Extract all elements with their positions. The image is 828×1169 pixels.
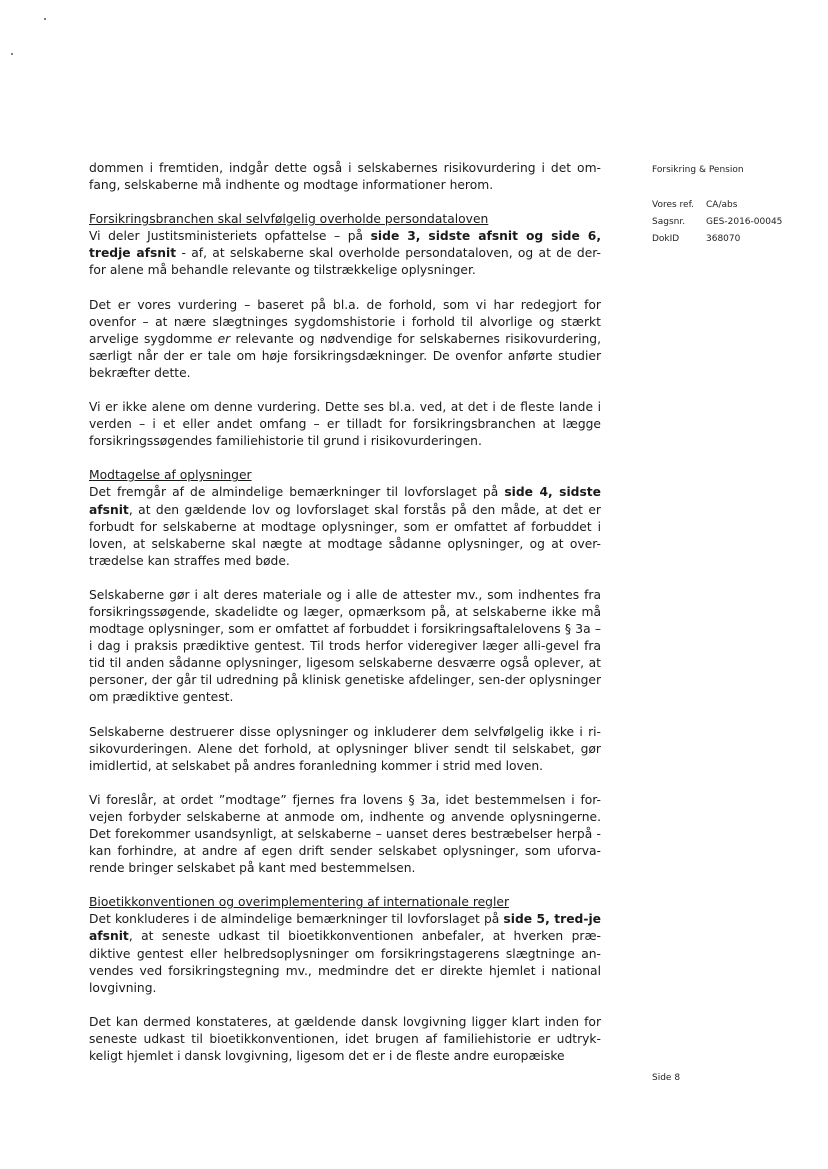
scan-speck — [11, 53, 13, 55]
reference-row — [652, 197, 782, 214]
paragraph: Det er vores vurdering – baseret på bl.a. de forhold, som vi har redegjort for ovenfor – at nære slægtninges sygdomshistorie i forhold til alvorlige og stærkt arvelige sygdomme er relevante og nødvendige for selskabernes risikovurdering, særligt når der er tale om høje forsikringsdækninger. De ovenfor anførte studier bekræfter dette. — [89, 297, 602, 380]
document-id-value: 368070 — [706, 234, 741, 244]
paragraph: Selskaberne gør i alt deres materiale og i alle de attester mv., som indhentes fra forsikringssøgende, skadelidte og læger, opmærksom på, at selskaberne ikke må modtage oplysninger, som er omfattet af forbuddet i forsikringsaftalelovens § 3a – i dag i praksis prædiktive gentest. Til trods herfor videregiver læger alli-gevel fra tid til anden sådanne oplysninger, ligesom selskaberne desværre også oplever, at personer, der går til udredning på klinisk genetiske afdelinger, sen-der oplysninger om prædiktive gentest. — [89, 587, 601, 705]
paragraph: Selskaberne destruerer disse oplysninger og inkluderer dem selvfølgelig ikke i ri-sikovurderingen. Alene det forhold, at oplysninger bliver sendt til selskabet, gør imidlertid, at selskabet på andres foranledning kommer i strid med loven. — [89, 724, 601, 773]
paragraph: Vi deler Justitsministeriets opfattelse – på side 3, sidste afsnit og side 6, tredje afsnit - af, at selskaberne skal overholde persondataloven, og at de der-for alene må behandle relevante og tilstrækkelige oplysninger. — [89, 229, 601, 278]
case-number-value: GES-2016-00045 — [706, 217, 783, 227]
document-id-row — [652, 231, 782, 248]
section-heading: Modtagelse af oplysninger — [89, 468, 252, 483]
page-number: Side 8 — [652, 1073, 681, 1083]
case-number-row — [652, 214, 782, 231]
case-number-label: Sagsnr. — [652, 217, 686, 227]
reference-label: Vores ref. — [652, 200, 694, 210]
letter-sidebar — [652, 162, 782, 248]
paragraph: Vi er ikke alene om denne vurdering. Dette ses bl.a. ved, at det i de fleste lande i verden – i et eller andet omfang – er tilladt for forsikringsbranchen at lægge forsikringssøgendes familiehistorie til grund i risikovurderingen. — [89, 400, 601, 449]
section-heading: Bioetikkonventionen og overimplementering af internationale regler — [89, 895, 510, 910]
scan-speck — [44, 18, 46, 20]
paragraph: Det fremgår af de almindelige bemærkninger til lovforslaget på side 4, sidste afsnit, at den gældende lov og lovforslaget skal forstås på den måde, at det er forbudt for selskaberne at modtage oplysninger, som er omfattet af forbuddet i loven, at selskaberne skal nægte at modtage sådanne oplysninger, og at over-trædelse kan straffes med bøde. — [89, 485, 601, 568]
paragraph: Vi foreslår, at ordet ”modtage” fjernes fra lovens § 3a, idet bestemmelsen i for-vejen forbyder selskaberne at anmode om, indhente og anvende oplysningerne. Det forekommer usandsynligt, at selskaberne – uanset deres bestræbelser herpå - kan forhindre, at andre af egen drift sender selskabet oplysninger, som uforva-rende bringer selskabet på kant med bestemmelsen. — [89, 792, 601, 876]
paragraph: Det kan dermed konstateres, at gældende dansk lovgivning ligger klart inden for seneste udkast til bioetikkonventionen, idet brugen af familiehistorie er udtryk-keligt hjemlet i dansk lovgivning, ligesom det er i de fleste andre europæiske — [89, 1014, 601, 1064]
section-heading: Forsikringsbranchen skal selvfølgelig overholde persondataloven — [89, 212, 489, 227]
letter-body — [89, 160, 601, 1082]
paragraph: Det konkluderes i de almindelige bemærkninger til lovforslaget på side 5, tred-je afsnit, at seneste udkast til bioetikkonventionen anbefaler, at hverken præ-diktive gentest eller helbredsoplysninger om forsikringstagerens slægtninge an-vendes ved forsikringstegning mv., medmindre det er direkte hjemlet i national lovgivning. — [89, 912, 601, 995]
document-id-label: DokID — [652, 234, 680, 244]
organization-name: Forsikring & Pension — [652, 165, 744, 175]
paragraph: dommen i fremtiden, indgår dette også i selskabernes risikovurdering i det om-fang, selskaberne må indhente og modtage informationer herom. — [89, 161, 601, 193]
reference-value: CA/abs — [706, 200, 738, 210]
